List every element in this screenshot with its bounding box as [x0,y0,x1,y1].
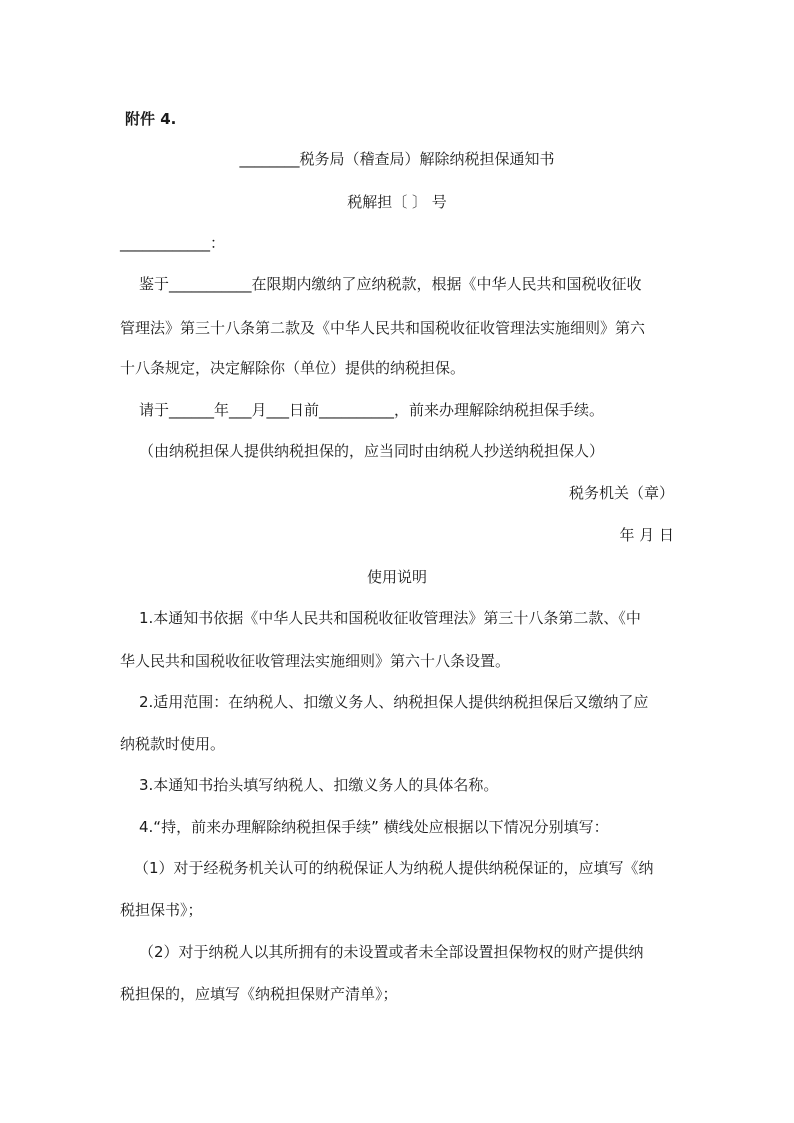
document-number: 税解担〔 〕 号 [347,193,447,211]
note-line: （由纳税担保人提供纳税担保的，应当同时由纳税人抄送纳税担保人） [139,442,605,460]
instruction-line: 1.本通知书依据《中华人民共和国税收征收管理法》第三十八条第二款、《中 [139,609,641,627]
instruction-line: 纳税款时使用。 [120,735,226,753]
date-line: 年 月 日 [619,526,674,544]
body-paragraph-line: 十八条规定，决定解除你（单位）提供的纳税担保。 [120,359,466,377]
instruction-line: 税担保的，应填写《纳税担保财产清单》； [120,985,398,1003]
instruction-line: （2）对于纳税人以其所拥有的未设置或者未全部设置担保物权的财产提供纳 [139,943,644,961]
body-paragraph-line: 鉴于___________在限期内缴纳了应纳税款，根据《中华人民共和国税收征收 [139,275,642,293]
instruction-line: 2.适用范围：在纳税人、扣缴义务人、纳税担保人提供纳税担保后又缴纳了应 [139,693,649,711]
attachment-label: 附件 4. [125,110,177,128]
addressee-line: ____________： [120,234,226,252]
instruction-line: 4.“持，前来办理解除纳税担保手续” 横线处应根据以下情况分别填写： [139,818,609,836]
instruction-line: 华人民共和国税收征收管理法实施细则》第六十八条设置。 [120,652,511,670]
instruction-line: 3.本通知书抬头填写纳税人、扣缴义务人的具体名称。 [139,776,499,794]
deadline-line: 请于______年___月___日前__________，前来办理解除纳税担保手续。 [139,401,605,419]
instruction-line: 税担保书》； [120,901,203,919]
signature-line: 税务机关（章） [568,484,674,502]
body-paragraph-line: 管理法》第三十八条第二款及《中华人民共和国税收征收管理法实施细则》第六 [120,319,646,337]
instruction-line: （1）对于经税务机关认可的纳税保证人为纳税人提供纳税保证的，应填写《纳 [134,859,654,877]
document-title: ________税务局（稽查局）解除纳税担保通知书 [239,150,555,168]
instructions-title: 使用说明 [366,568,427,586]
